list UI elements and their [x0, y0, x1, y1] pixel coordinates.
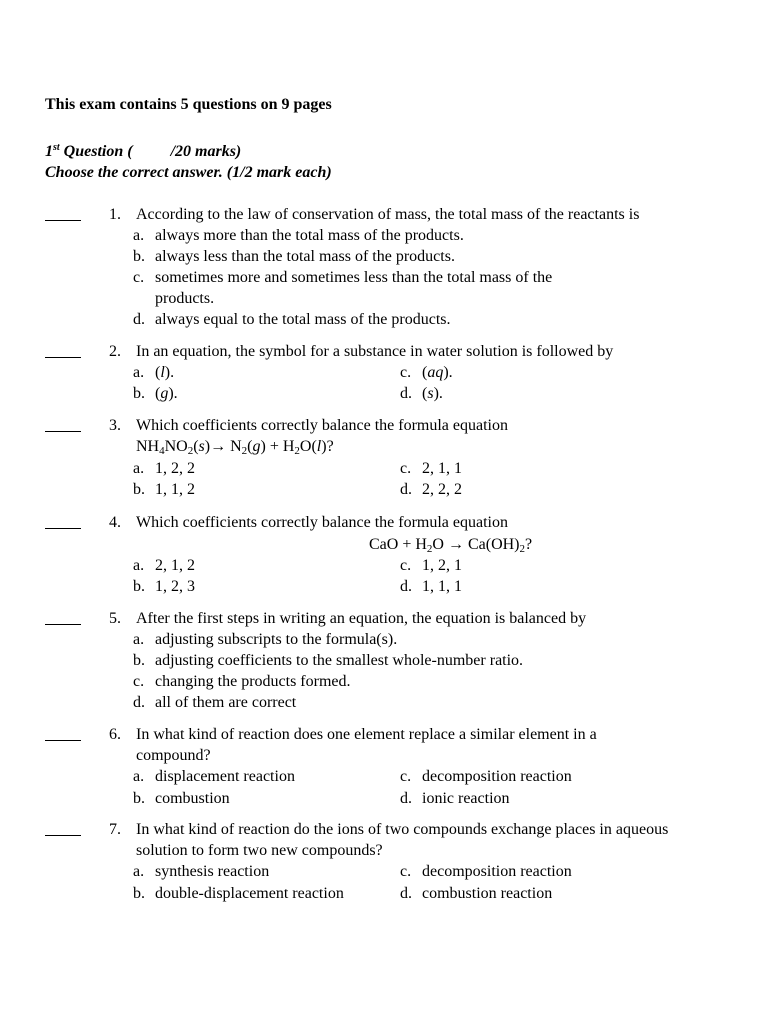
- question-number: 3.: [109, 417, 121, 434]
- answer-blank[interactable]: [45, 819, 81, 836]
- question-number: 5.: [109, 610, 121, 627]
- question-stem: After the first steps in writing an equation, the equation is balanced by: [136, 610, 587, 627]
- exam-page: This exam contains 5 questions on 9 pages 1st Question ( /20 marks) Choose the correct answer. (1/2 mark each) 1. According to the law of conservation of mass, the total mass of the reactants is a. always more than the total mass of the products. b. always less than the total mass of the products. c. sometimes more and sometimes less than the total mass of the products. d. always equal to the total mass of the products. 2. In an equation, the symbol for a substance in water solution is followed by a. (l). b. (g). c. (aq). d. (s). 3. Which coefficients correctly balance the formula equation $NH_4NO_2(s)\to N_2(g) + H_2O(l)$? a. 1, 2, 2 b. 1, 1, 2 c. 2, 1, 1 d. 2, 2, 2 4. Which coefficients correctly balance the formula equation CaO + $H_2O \to Ca(OH)_2$? a. 2, 1, 2 b. 1, 2, 3 c. 1, 2, 1 d. 1, 1, 1 5. After the first steps in writing an equation, the equation is balanced by a. adjusting subscripts to the formula(s). b. adjusting coefficients to the smallest whole-number ratio. c. changing the products formed. d. all of them are correct 6. In what kind of reaction does one element replace a similar element in a compound? a. displacement reaction b. combustion c. decomposition reaction d. ionic reaction 7. In what kind of reaction do the ions of two compounds exchange places in aqueous solution to form two new compounds? a. synthesis reaction b. double-displacement reaction c. decomposition reaction d. combustion reaction: [0, 0, 768, 1024]
- instruction: Choose the correct answer. (1/2 mark each): [45, 164, 332, 181]
- formula-equation: CaO + $H_2O \to Ca(OH)_2$?: [369, 536, 533, 555]
- question-stem: In what kind of reaction do the ions of two compounds exchange places in aqueous solution to form two new compounds?: [136, 821, 669, 859]
- question-stem: Which coefficients correctly balance the formula equation: [136, 514, 508, 531]
- question-number: 2.: [109, 343, 121, 360]
- question-heading: [45, 141, 241, 162]
- question-number: 4.: [109, 514, 121, 531]
- question-number: 1.: [109, 206, 121, 223]
- formula-equation: $NH_4NO_2(s)\to N_2(g) + H_2O(l)$?: [136, 438, 334, 457]
- question-stem: In an equation, the symbol for a substance in water solution is followed by: [136, 343, 614, 360]
- answer-blank[interactable]: [45, 724, 81, 741]
- answer-blank[interactable]: [45, 415, 81, 432]
- question-stem: According to the law of conservation of mass, the total mass of the reactants is: [136, 206, 640, 223]
- question-stem: Which coefficients correctly balance the formula equation $NH_4NO_2(s)\to N_2(g) + H_2O(l)$?: [136, 415, 736, 457]
- question-number: 6.: [109, 726, 121, 743]
- heading-title: Question (: [63, 143, 133, 160]
- heading-marks: /20 marks): [170, 143, 242, 160]
- answer-blank[interactable]: [45, 204, 81, 221]
- answer-blank[interactable]: [45, 608, 81, 625]
- ordinal: 1st: [45, 142, 60, 160]
- answer-blank[interactable]: [45, 512, 81, 529]
- exam-intro: This exam contains 5 questions on 9 pages: [45, 96, 332, 113]
- answer-blank[interactable]: [45, 341, 81, 358]
- question-stem: In what kind of reaction does one element replace a similar element in a compound?: [136, 726, 597, 764]
- question-number: 7.: [109, 821, 121, 838]
